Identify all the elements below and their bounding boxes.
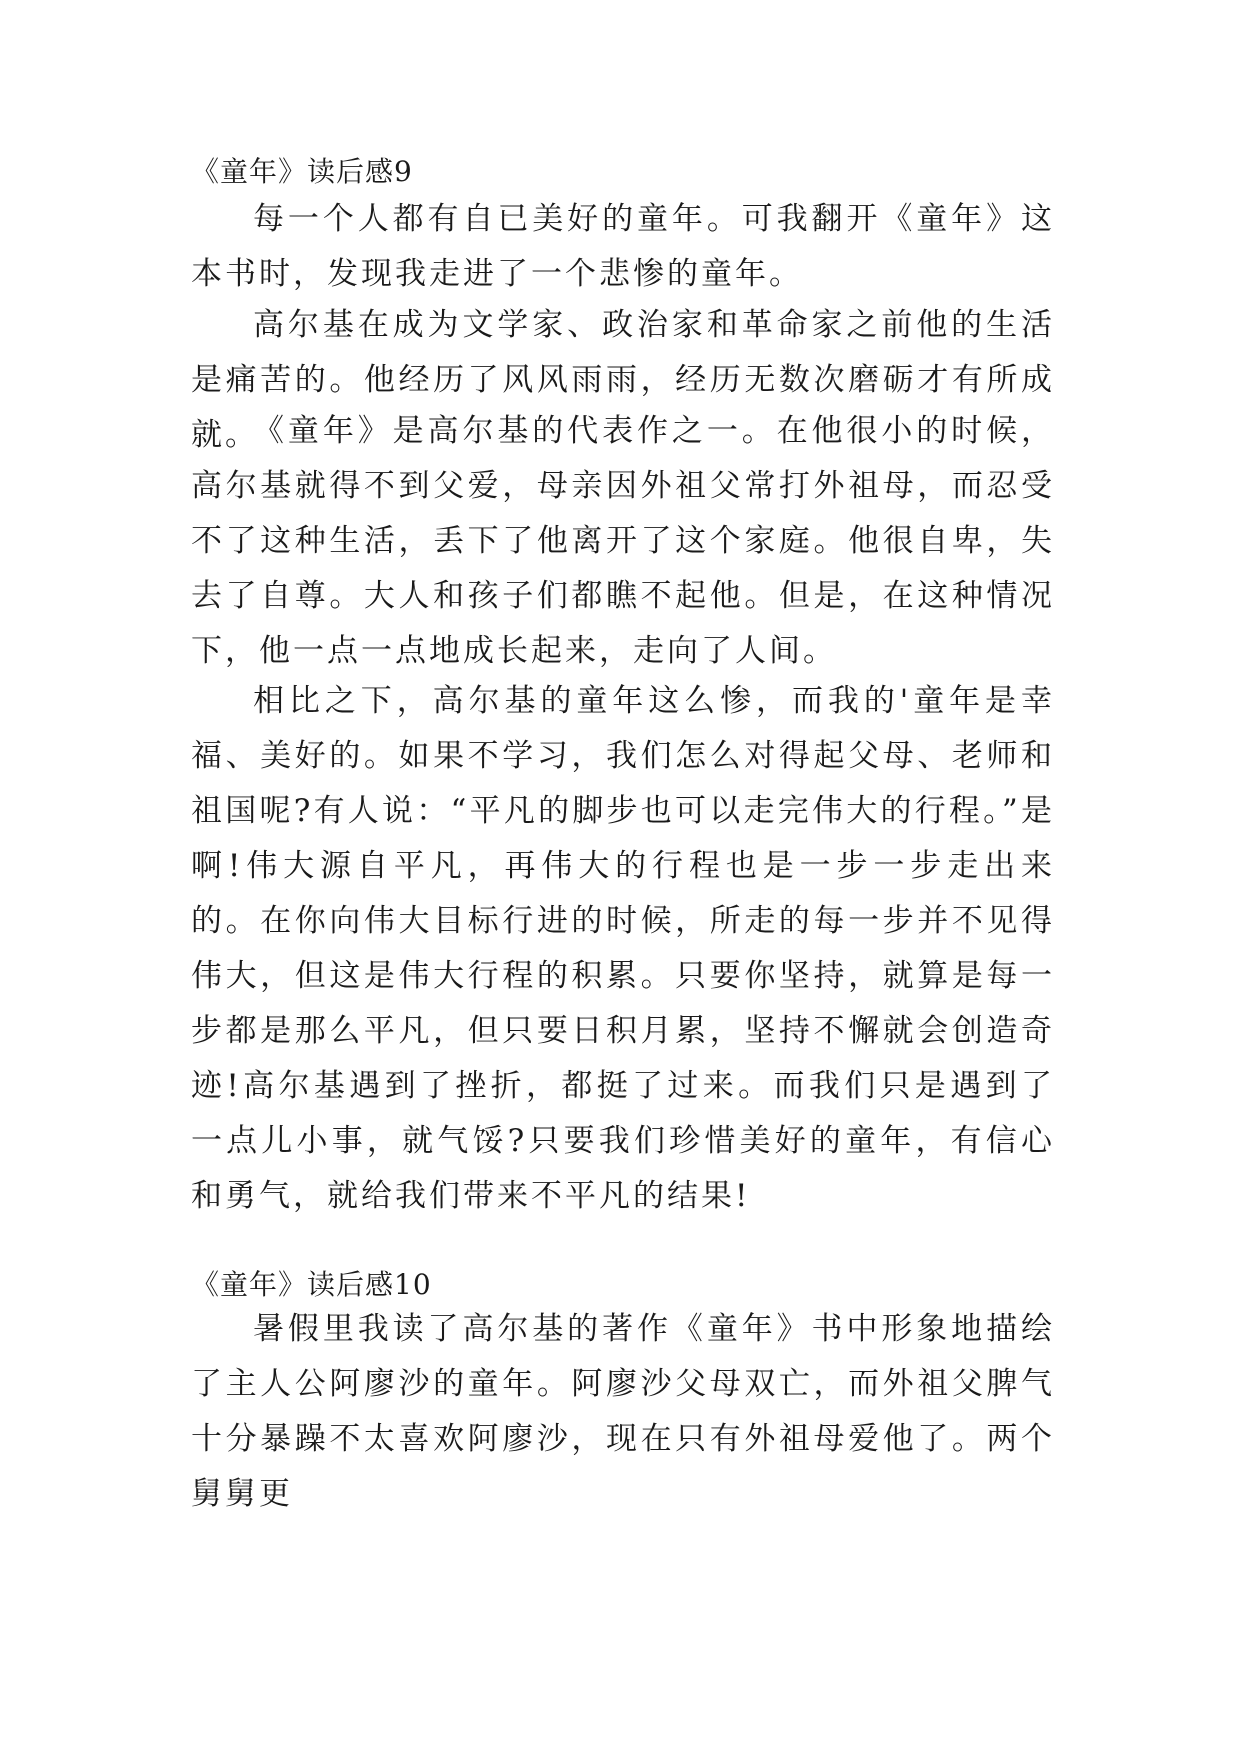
section-heading: 《童年》读后感10 (191, 1268, 432, 1301)
paragraph: 每一个人都有自已美好的童年。可我翻开《童年》这本书时，发现我走进了一个悲惨的童年。 (191, 201, 1055, 292)
paragraph: 暑假里我读了高尔基的著作《童年》书中形象地描绘了主人公阿廖沙的童年。阿廖沙父母双亡，而外祖父脾气十分暴躁不太喜欢阿廖沙，现在只有外祖母爱他了。两个舅舅更 (191, 1311, 1055, 1512)
paragraph: 相比之下，高尔基的童年这么惨，而我的'童年是幸福、美好的。如果不学习，我们怎么对得起父母、老师和祖国呢?有人说：“平凡的脚步也可以走完伟大的行程。”是啊!伟大源自平凡，再伟大的行程也是一步一步走出来的。在你向伟大目标行进的时候，所走的每一步并不见得伟大，但这是伟大行程的积累。只要你坚持，就算是每一步都是那么平凡，但只要日积月累，坚持不懈就会创造奇迹!高尔基遇到了挫折，都挺了过来。而我们只是遇到了一点儿小事，就气馁?只要我们珍惜美好的童年，有信心和勇气，就给我们带来不平凡的结果! (191, 683, 1055, 1214)
section-heading: 《童年》读后感9 (191, 155, 413, 188)
paragraph: 高尔基在成为文学家、政治家和革命家之前他的生活是痛苦的。他经历了风风雨雨，经历无数次磨砺才有所成就。 (191, 307, 1055, 453)
paragraph: 《童年》是高尔基的代表作之一。在他很小的时候，高尔基就得不到父爱，母亲因外祖父常打外祖母，而忍受不了这种生活，丢下了他离开了这个家庭。他很自卑，失去了自尊。大人和孩子们都瞧不起他。但是，在这种情况下，他一点一点地成长起来，走向了人间。 (191, 413, 1055, 669)
